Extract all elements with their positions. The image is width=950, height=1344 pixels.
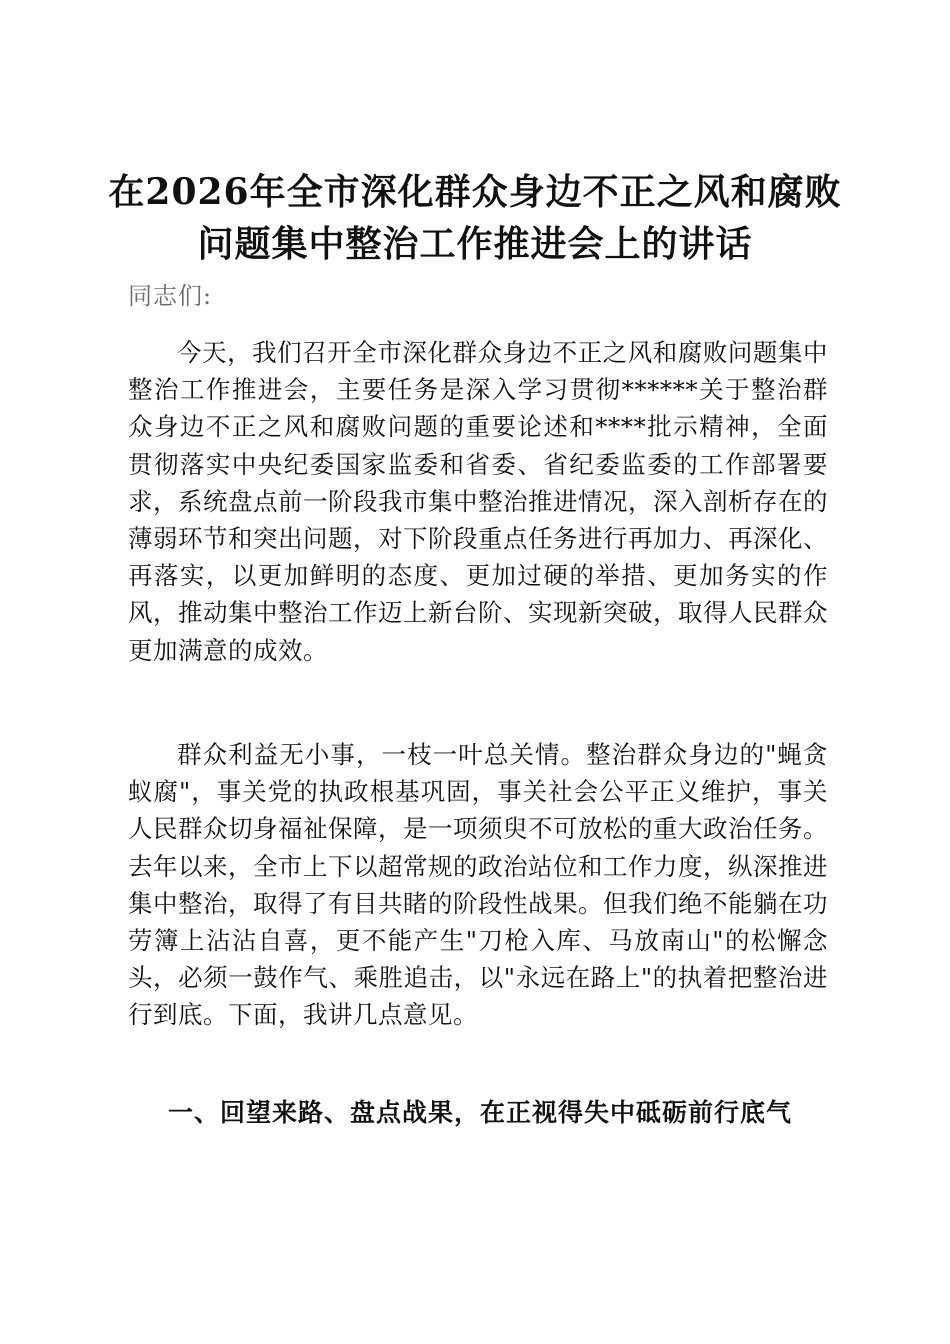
paragraph-intro: 今天，我们召开全市深化群众身边不正之风和腐败问题集中整治工作推进会，主要任务是深入学习贯彻******关于整治群众身边不正之风和腐败问题的重要论述和****批示精神，全面贯彻落实中央纪委国家监委和省委、省纪委监委的工作部署要求，系统盘点前一阶段我市集中整治推进情况，深入剖析存在的薄弱环节和突出问题，对下阶段重点任务进行再加力、再深化、再落实，以更加鲜明的态度、更加过硬的举措、更加务实的作风，推动集中整治工作迈上新台阶、实现新突破，取得人民群众更加满意的成效。 [128,338,828,665]
document-title-line-1: 在2026年全市深化群众身边不正之风和腐败 [108,171,842,213]
paragraph-context: 群众利益无小事，一枝一叶总关情。整治群众身边的"蝇贪蚁腐"，事关党的执政根基巩固，事关社会公平正义维护，事关人民群众切身福祉保障，是一项须臾不可放松的重大政治任务。去年以来，全市上下以超常规的政治站位和工作力度，纵深推进集中整治，取得了有目共睹的阶段性战果。但我们绝不能躺在功劳簿上沾沾自喜，更不能产生"刀枪入库、马放南山"的松懈念头，必须一鼓作气、乘胜追击，以"永远在路上"的执着把整治进行到底。下面，我讲几点意见。 [128,740,828,1030]
document-title-line-2: 问题集中整治工作推进会上的讲话 [197,223,753,265]
section-heading-1: 一、回望来路、盘点战果，在正视得失中砥砺前行底气 [168,1098,793,1127]
greeting: 同志们: [128,282,213,310]
